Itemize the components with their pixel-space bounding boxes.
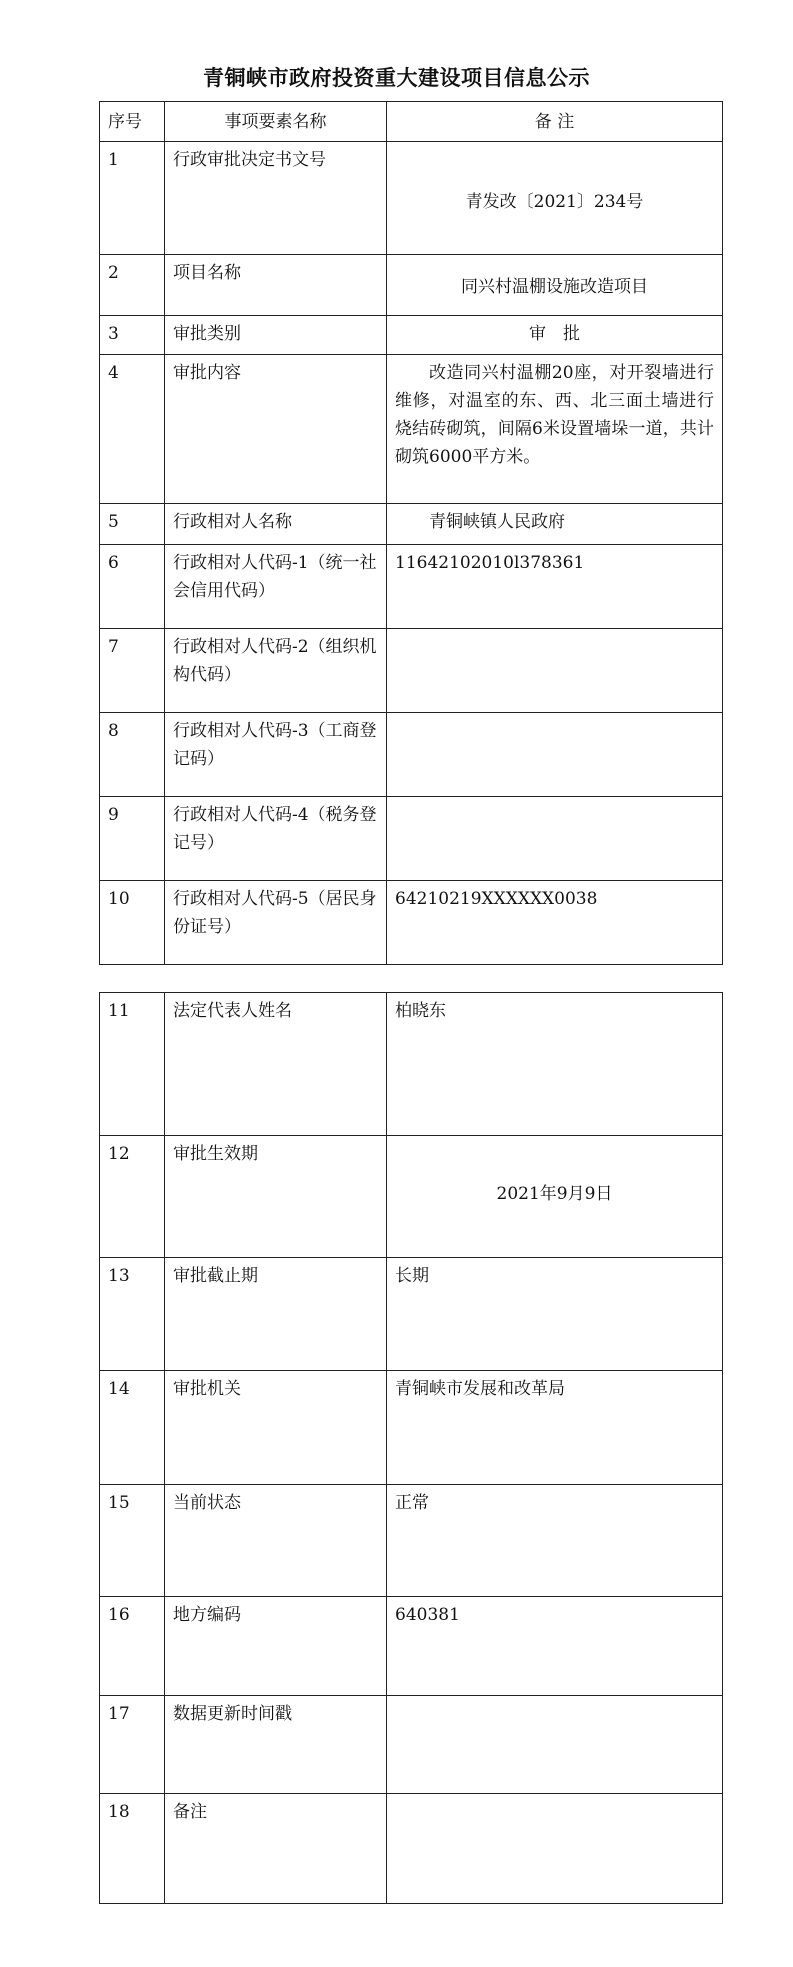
row-label: 地方编码	[165, 1597, 387, 1696]
table-row	[100, 142, 723, 255]
row-number: 14	[100, 1371, 165, 1485]
row-number: 3	[100, 316, 165, 355]
row-number: 2	[100, 255, 165, 316]
row-number: 7	[100, 629, 165, 713]
row-number: 4	[100, 355, 165, 504]
row-label: 行政相对人代码-4（税务登记号）	[165, 797, 387, 881]
row-label: 当前状态	[165, 1485, 387, 1597]
row-value	[387, 1136, 723, 1258]
row-value	[387, 142, 723, 255]
row-value: 640381	[387, 1597, 723, 1696]
row-number: 18	[100, 1794, 165, 1904]
table-row	[100, 1371, 723, 1485]
row-value-text: 同兴村温棚设施改造项目	[461, 277, 648, 297]
row-label: 项目名称	[165, 255, 387, 316]
row-number: 8	[100, 713, 165, 797]
row-number: 13	[100, 1258, 165, 1371]
row-value: 青铜峡市发展和改革局	[387, 1371, 723, 1485]
row-value: 青铜峡镇人民政府	[387, 504, 723, 545]
info-table-part-2	[99, 992, 723, 1904]
row-number: 9	[100, 797, 165, 881]
row-number: 5	[100, 504, 165, 545]
row-number: 16	[100, 1597, 165, 1696]
table-row	[100, 1485, 723, 1597]
row-value: 11642102010l378361	[387, 545, 723, 629]
row-label: 数据更新时间戳	[165, 1696, 387, 1794]
table-row	[100, 713, 723, 797]
row-value	[387, 1794, 723, 1904]
row-value: 长期	[387, 1258, 723, 1371]
row-number: 1	[100, 142, 165, 255]
header-remark: 备 注	[387, 102, 723, 142]
row-label: 行政相对人代码-2（组织机构代码）	[165, 629, 387, 713]
row-label: 审批内容	[165, 355, 387, 504]
row-label: 行政相对人代码-3（工商登记码）	[165, 713, 387, 797]
row-label: 审批类别	[165, 316, 387, 355]
table-row	[100, 881, 723, 965]
row-value	[387, 797, 723, 881]
row-label: 行政相对人代码-5（居民身份证号）	[165, 881, 387, 965]
row-value	[387, 629, 723, 713]
row-number: 6	[100, 545, 165, 629]
row-number: 15	[100, 1485, 165, 1597]
table-row	[100, 993, 723, 1136]
row-value: 64210219XXXXXX0038	[387, 881, 723, 965]
row-label: 法定代表人姓名	[165, 993, 387, 1136]
header-item: 事项要素名称	[165, 102, 387, 142]
row-number: 10	[100, 881, 165, 965]
row-label: 审批机关	[165, 1371, 387, 1485]
row-value	[387, 255, 723, 316]
page-title: 青铜峡市政府投资重大建设项目信息公示	[203, 66, 590, 90]
table-row	[100, 1696, 723, 1794]
row-label: 审批截止期	[165, 1258, 387, 1371]
header-no: 序号	[100, 102, 165, 142]
row-number: 11	[100, 993, 165, 1136]
table-row	[100, 504, 723, 545]
row-number: 12	[100, 1136, 165, 1258]
row-label: 行政相对人名称	[165, 504, 387, 545]
table-row	[100, 1136, 723, 1258]
row-label: 行政相对人代码-1（统一社会信用代码）	[165, 545, 387, 629]
table-row	[100, 1794, 723, 1904]
row-label: 审批生效期	[165, 1136, 387, 1258]
table-row	[100, 545, 723, 629]
table-row	[100, 316, 723, 355]
row-value-text: 青发改〔2021〕234号	[465, 192, 644, 212]
table-header-row	[100, 102, 723, 142]
row-label: 备注	[165, 1794, 387, 1904]
row-value: 柏晓东	[387, 993, 723, 1136]
table-row	[100, 1258, 723, 1371]
table-row	[100, 1597, 723, 1696]
table-row	[100, 255, 723, 316]
row-value	[387, 1696, 723, 1794]
row-value	[387, 713, 723, 797]
row-value: 改造同兴村温棚20座，对开裂墙进行维修，对温室的东、西、北三面土墙进行烧结砖砌筑，间隔6米设置墙垛一道，共计砌筑6000平方米。	[387, 355, 723, 504]
table-row	[100, 629, 723, 713]
row-number: 17	[100, 1696, 165, 1794]
info-table-part-1	[99, 101, 723, 965]
table-row	[100, 355, 723, 504]
row-label: 行政审批决定书文号	[165, 142, 387, 255]
row-value: 正常	[387, 1485, 723, 1597]
row-value-text: 2021年9月9日	[496, 1184, 613, 1204]
row-value: 审 批	[387, 316, 723, 355]
table-row	[100, 797, 723, 881]
